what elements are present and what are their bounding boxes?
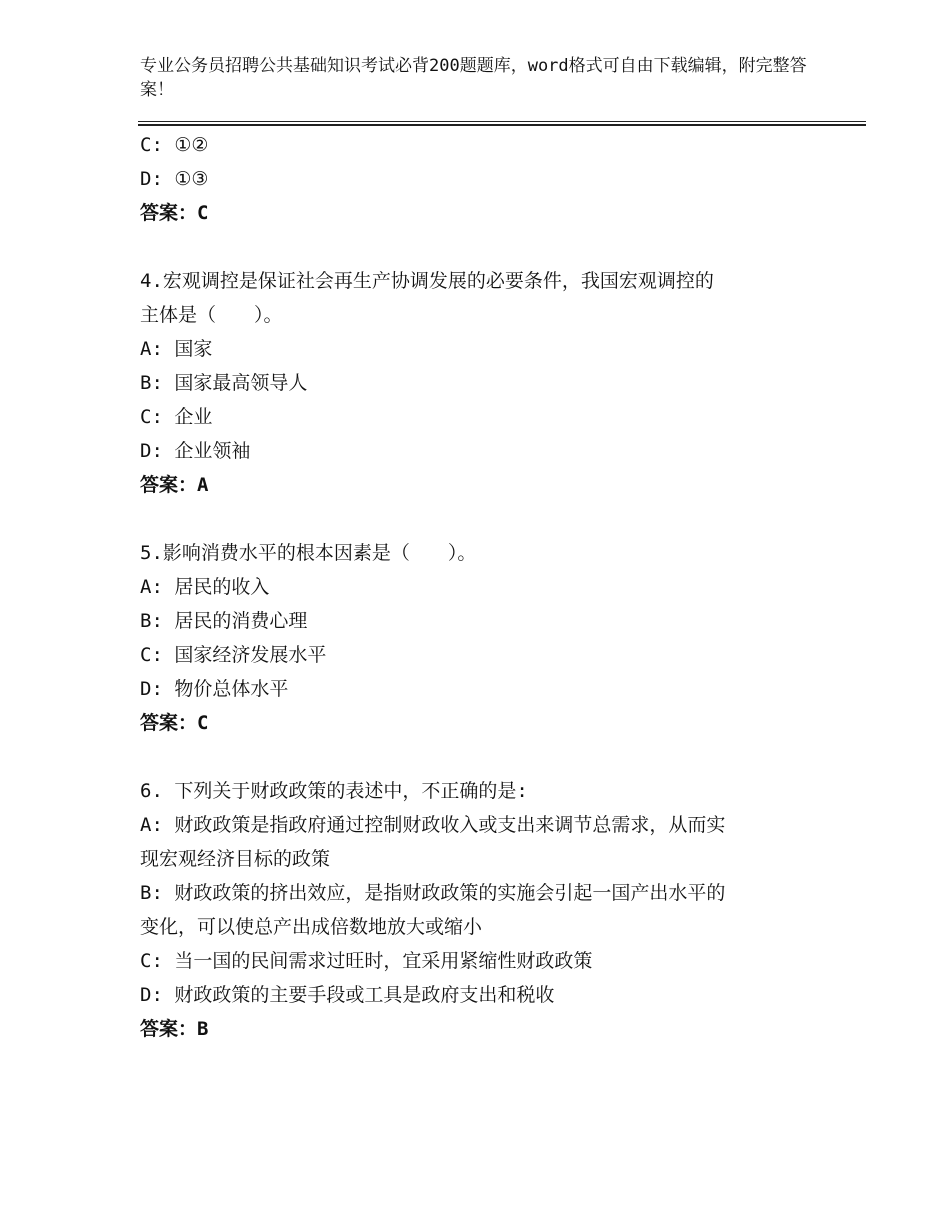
question-content xyxy=(140,128,830,1046)
question-5 xyxy=(140,536,830,740)
page-header: 专业公务员招聘公共基础知识考试必背200题题库，word格式可自由下载编辑，附完整答案！ xyxy=(140,56,807,100)
option-line: 变化，可以使总产出成倍数地放大或缩小 xyxy=(140,916,483,938)
option-line: B: 国家最高领导人 xyxy=(140,372,308,394)
question-stem: 4.宏观调控是保证社会再生产协调发展的必要条件，我国宏观调控的 xyxy=(140,270,714,292)
question-3-continuation xyxy=(140,128,830,230)
question-4 xyxy=(140,264,830,502)
option-line: A: 居民的收入 xyxy=(140,576,270,598)
question-6 xyxy=(140,774,830,1046)
option-line: 现宏观经济目标的政策 xyxy=(140,848,331,870)
question-stem: 6. 下列关于财政政策的表述中，不正确的是: xyxy=(140,780,528,802)
option-line: D: 物价总体水平 xyxy=(140,678,289,700)
option-line: A: 财政政策是指政府通过控制财政收入或支出来调节总需求，从而实 xyxy=(140,814,726,836)
option-line: C: 企业 xyxy=(140,406,213,428)
header-rule-thick xyxy=(138,124,866,126)
option-line: C: 国家经济发展水平 xyxy=(140,644,327,666)
option-line: D: ①③ xyxy=(140,168,209,190)
option-line: B: 居民的消费心理 xyxy=(140,610,308,632)
option-line: C: ①② xyxy=(140,134,209,156)
option-line: C: 当一国的民间需求过旺时，宜采用紧缩性财政政策 xyxy=(140,950,593,972)
header-rule-thin xyxy=(138,121,866,122)
option-line: B: 财政政策的挤出效应，是指财政政策的实施会引起一国产出水平的 xyxy=(140,882,726,904)
question-stem: 5.影响消费水平的根本因素是（ ）。 xyxy=(140,542,477,564)
option-line: D: 企业领袖 xyxy=(140,440,251,462)
answer-line: 答案：B xyxy=(140,1018,209,1040)
answer-line: 答案：C xyxy=(140,712,209,734)
option-line: A: 国家 xyxy=(140,338,213,360)
option-line: D: 财政政策的主要手段或工具是政府支出和税收 xyxy=(140,984,555,1006)
answer-line: 答案：C xyxy=(140,202,209,224)
answer-line: 答案：A xyxy=(140,474,209,496)
question-stem: 主体是（ ）。 xyxy=(140,304,283,326)
